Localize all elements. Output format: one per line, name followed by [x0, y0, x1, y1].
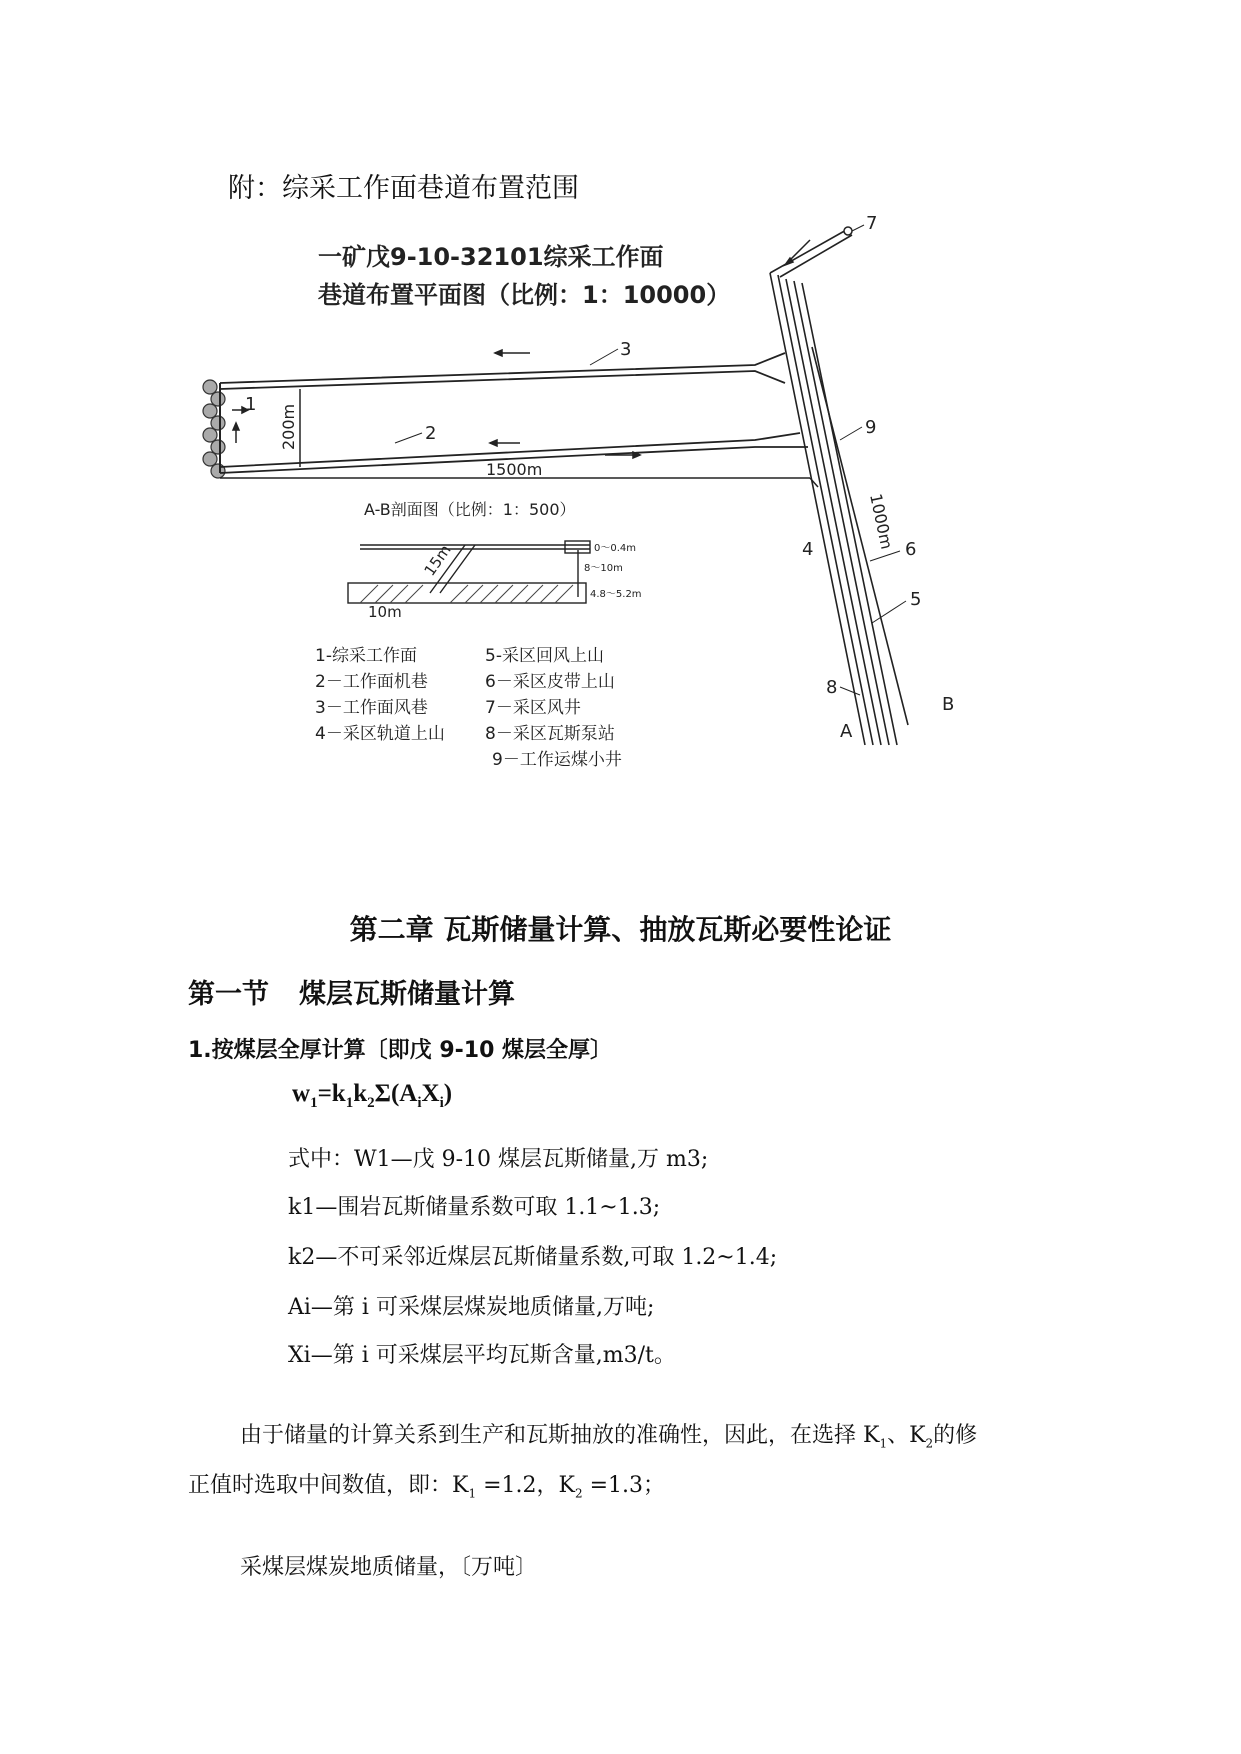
label-2: 2	[425, 423, 437, 444]
paragraph-line2: 正值时选取中间数值，即：$K_1 =1.2$，$K_2 =1.3$；	[188, 1473, 665, 1501]
paragraph-reserves: 采煤层煤炭地质储量，〔万吨〕	[240, 1555, 538, 1580]
legend-8: 8－采区瓦斯泵站	[485, 724, 615, 744]
figure-title-line2: 巷道布置平面图（比例：1：10000）	[318, 281, 731, 309]
dim-1500m: 1500m	[486, 460, 543, 479]
chapter-title: 第二章 瓦斯储量计算、抽放瓦斯必要性论证	[349, 913, 892, 946]
formula: $w_1=k_1k_2\Sigma(A_iX_i)$	[292, 1080, 453, 1111]
subsection-heading: 1.按煤层全厚计算〔即戊 9-10 煤层全厚〕	[188, 1038, 613, 1063]
label-A: A	[840, 721, 853, 742]
sec-dim3: 4.8～5.2m	[590, 589, 642, 600]
section-title: 煤层瓦斯储量计算	[299, 979, 515, 1010]
section-number: 第一节	[188, 979, 269, 1010]
sec-10m: 10m	[368, 603, 402, 621]
legend-9: 9－工作运煤小井	[492, 750, 622, 770]
legend-5: 5-采区回风上山	[485, 646, 604, 666]
legend-2: 2－工作面机巷	[315, 672, 428, 692]
definition-k1: k1—围岩瓦斯储量系数可取 1.1~1.3;	[288, 1195, 661, 1220]
legend-3: 3－工作面风巷	[315, 698, 428, 718]
attachment-title: 附：综采工作面巷道布置范围	[228, 173, 579, 204]
flow-arrows	[232, 240, 810, 458]
label-1: 1	[245, 394, 257, 415]
label-B: B	[942, 694, 955, 715]
sec-15m: 15m	[420, 541, 455, 580]
definition-w1: 式中：W1—戊 9-10 煤层瓦斯储量,万 m3;	[288, 1147, 709, 1172]
sec-dim2: 8～10m	[584, 563, 623, 574]
coal-face-hatch	[203, 380, 225, 478]
legend-1: 1-综采工作面	[315, 646, 417, 666]
label-6: 6	[905, 539, 917, 560]
definition-ai: Ai—第 i 可采煤层煤炭地质储量,万吨;	[288, 1295, 655, 1320]
dim-200m: 200m	[279, 403, 298, 450]
label-9: 9	[865, 417, 877, 438]
label-8: 8	[826, 677, 838, 698]
legend-6: 6－采区皮带上山	[485, 672, 615, 692]
uphill-roadways	[770, 229, 908, 745]
label-4: 4	[802, 539, 814, 560]
paragraph-line1: 由于储量的计算关系到生产和瓦斯抽放的准确性，因此，在选择 $K_1$、$K_2$的修	[240, 1423, 978, 1451]
roadway-layout-figure	[200, 213, 1100, 865]
section-hatch	[360, 585, 573, 603]
figure-title-line1: 一矿戊9-10-32101综采工作面	[318, 243, 664, 271]
label-3: 3	[620, 339, 632, 360]
label-5: 5	[910, 589, 922, 610]
legend-7: 7－采区风井	[485, 698, 581, 718]
label-7: 7	[866, 213, 878, 234]
dim-1000m: 1000m	[866, 491, 897, 551]
definition-k2: k2—不可采邻近煤层瓦斯储量系数,可取 1.2~1.4;	[288, 1245, 778, 1270]
definition-xi: Xi—第 i 可采煤层平均瓦斯含量,m3/t。	[288, 1343, 676, 1368]
section-title: A-B剖面图（比例：1：500）	[364, 500, 576, 519]
sec-dim1: 0～0.4m	[594, 543, 637, 554]
roadway-3	[220, 353, 785, 389]
section-heading	[188, 972, 515, 1011]
legend-4: 4－采区轨道上山	[315, 724, 445, 744]
